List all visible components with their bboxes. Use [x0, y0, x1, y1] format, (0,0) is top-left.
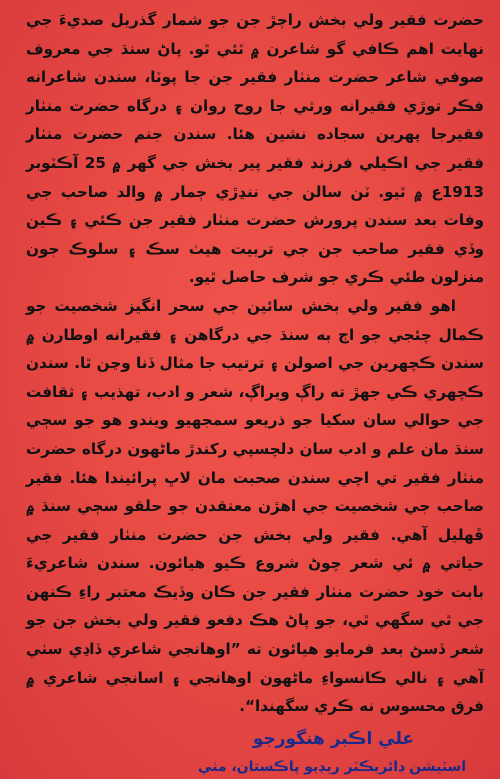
author-name: علي اڪبر هنگورجو — [252, 728, 414, 749]
article-body — [26, 6, 484, 721]
document-page — [26, 6, 484, 775]
author-designation: اسٽيشن ڊائريڪٽر ريڊيو پاڪستان، مٺي — [197, 758, 466, 775]
paragraph-2: اهو فقير ولي بخش سائين جي سحر انگيز شخصيت جو ڪمال چئجي جو اڄ به سنڌ جي درگاهن ۽ فقيرانه اوطارن ۾ سندن ڪچهرين جي اصولن ۽ ترتيب جا مثال ڏنا وڃن ٿا. سندن ڪچهري ڪي جهڙ ته راڳ ويراڳ، شعر و ادب، تهذيب ۽ ثقافت جي حوالي سان سکيا جو ذريعو سمجهيو ويندو هو جو سڄي سنڌ مان علم و ادب سان دلچسپي رکندڙ ماڻهون درگاه حضرت منٺار فقير تي اچي سندن صحبت مان لاڀ پرائيندا هئا. فقير صاحب جي شخصيت جي اهڙن معتقدن جو حلقو سڄي سنڌ ۾ ڦهليل آهي. فقير ولي بخش جن حضرت منٺار فقير جي حياتي ۾ ئي شعر چوڻ شروع ڪيو هيائون. سندن شاعريءَ بابت خود حضرت منٺار فقير جن ڪان وڏيڪ معتبر راءِ ڪنهن جي ٿي سگهي ٿي، جو پاڻ هڪ دفعو فقير ولي بخش جن جو شعر ڏسڻ بعد فرمايو هيائون ته ”اوهانجي شاعري ڏاڍي سٺي آهي ۽ نالي ڪانسواءِ ماڻهون اوهانجي ۽ اسانجي شاعري ۾ فرق محسوس نه ڪري سگهندا“. — [26, 296, 484, 716]
paragraph-1: حضرت فقير ولي بخش راڄڙ جن جو شمار گذريل صديءَ جي نهايت اهم ڪافي گو شاعرن ۾ ٿئي ٿو. پاڻ سنڌ جي معروف صوفي شاعر حضرت منٺار فقير جن جا پوٽا، سندن شاعرانه فڪر توڙي فقيرانه ورثي جا روح روان ۽ درگاه حضرت منٺار فقيرجا پهرين سجاده نشين هئا. سندن جنم حضرت منٺار فقير جي اڪيلي فرزند فقير پير بخش جي گهر ۾ 25 آڪٽوبر 1913ع ۾ ٿيو. ٽن سالن جي ننڍڙي ڄمار ۾ والد صاحب جي وفات بعد سندن پرورش حضرت منٺار فقير جن ڪئي ۽ ڪين وڏي فقير صاحب جن جي تربيت هيٺ سڪ ۽ سلوڪ جون منزلون طئي ڪري جو شرف حاصل ٿيو. — [26, 11, 484, 287]
